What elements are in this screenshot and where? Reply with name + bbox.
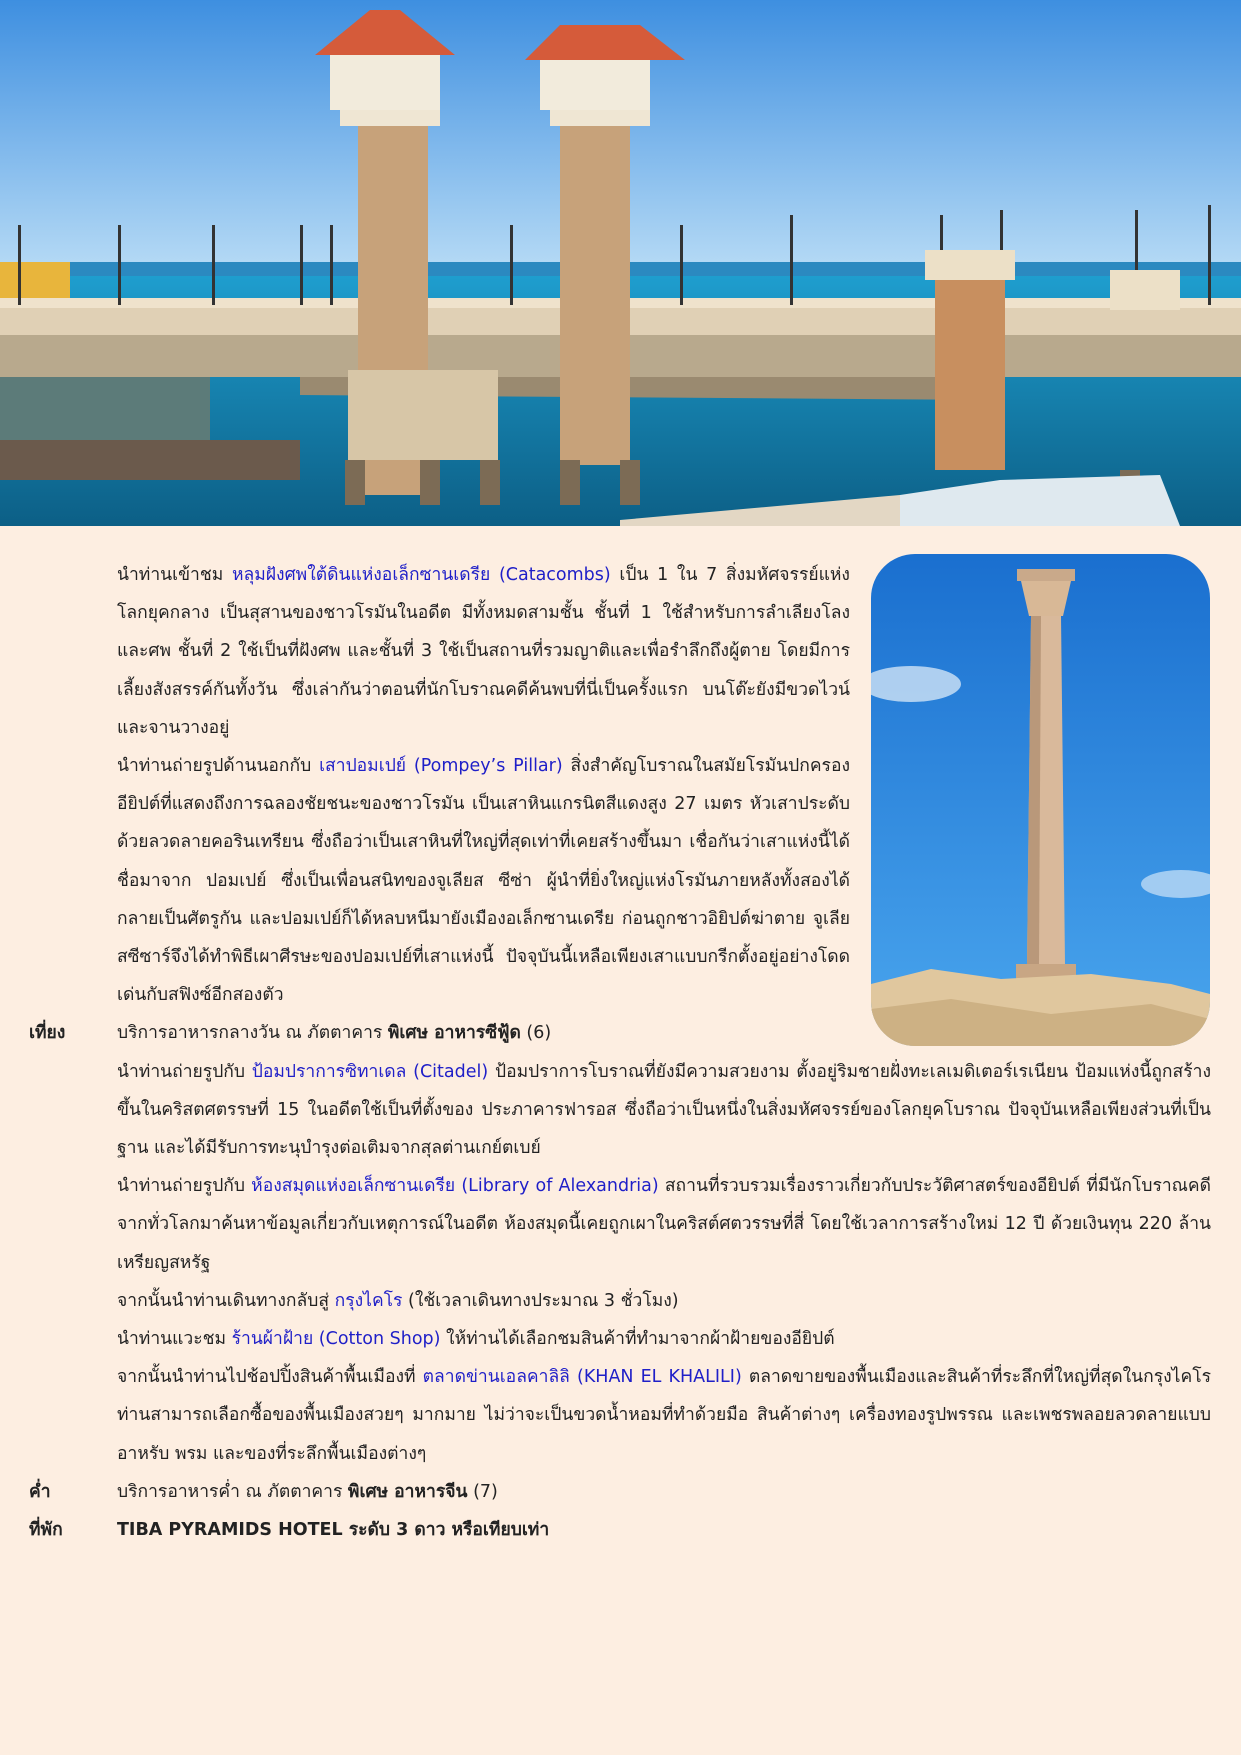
- text: จากนั้นนำท่านไปช้อปปิ้งสินค้าพื้นเมืองที่: [117, 1367, 423, 1388]
- text: (ใช้เวลาเดินทางประมาณ 3 ชั่วโมง): [402, 1290, 679, 1311]
- text: นำท่านเข้าชม: [117, 565, 232, 585]
- text: นำท่านถ่ายรูปกับ: [117, 1176, 252, 1197]
- text: ให้ท่านได้เลือกชมสินค้าที่ทำมาจากผ้าฝ้ายของอียิปต์: [440, 1329, 835, 1350]
- pompey-pillar-paragraph: [0, 747, 1241, 1014]
- dinner-row: [0, 1473, 1241, 1511]
- itinerary-content: [0, 556, 1241, 1549]
- lunch-row: [0, 1014, 1241, 1052]
- text: นำท่านถ่ายรูปกับ: [117, 1061, 252, 1082]
- lunch-label: เที่ยง: [29, 1023, 66, 1044]
- text: เป็น 1 ใน 7 สิ่งมหัศจรรย์แห่งโลกยุคกลาง เป็นสุสานของชาวโรมันในอดีต มีทั้งหมดสามชั้น ชั้นที่ 1 ใช้สำหรับการลำเลียงโลงและศพ ชั้นที่ 2 ใช้เป็นที่ฝังศพ และชั้นที่ 3 ใช้เป็นสถานที่รวมญาติและเพื่อรำลึกถึงผู้ตาย โดยมีการเลี้ยงสังสรรค์กันทั้งวัน ซึ่งเล่ากันว่าตอนที่นักโบราณคดีค้นพบที่นี่เป็นครั้งแรก บนโต๊ะยังมีขวดไวน์และจานวางอยู่: [117, 565, 850, 738]
- catacombs-link: หลุมฝังศพใต้ดินแห่งอเล็กซานเดรีย (Catacombs): [231, 565, 611, 585]
- cotton-shop-paragraph: [0, 1320, 1241, 1358]
- text: ตลาดขายของพื้นเมืองและสินค้าที่ระลึกที่ใหญ่ที่สุดในกรุงไคโร ท่านสามารถเลือกซื้อของพื้นเมืองสวยๆ มากมาย ไม่ว่าจะเป็นขวดน้ำหอมที่ทำด้วยมือ สินค้าต่างๆ เครื่องทองรูปพรรณ และเพชรพลอยลวดลายแบบอาหรับ พรม และของที่ระลึกพื้นเมืองต่างๆ: [117, 1367, 1211, 1464]
- hotel-label: ที่พัก: [29, 1520, 63, 1541]
- text: จากนั้นนำท่านเดินทางกลับสู่: [117, 1290, 335, 1311]
- text: บริการอาหารกลางวัน ณ ภัตตาคาร: [117, 1023, 388, 1044]
- text: (6): [520, 1023, 552, 1044]
- hero-photo: [0, 0, 1241, 526]
- lunch-restaurant: พิเศษ อาหารซีฟู้ด: [387, 1023, 521, 1044]
- text: นำท่านถ่ายรูปด้านนอกกับ: [117, 756, 320, 777]
- khan-el-khalili-link: ตลาดข่านเอลคาลิลิ (KHAN EL KHALILI): [422, 1367, 742, 1388]
- cairo-paragraph: [0, 1282, 1241, 1320]
- pompey-pillar-link: เสาปอมเปย์ (Pompey’s Pillar): [319, 756, 563, 777]
- library-paragraph: [0, 1167, 1241, 1282]
- cotton-shop-link: ร้านผ้าฝ้าย (Cotton Shop): [231, 1329, 441, 1350]
- text: ป้อมปราการโบราณที่ยังมีความสวยงาม ตั้งอยู่ริมชายฝั่งทะเลเมดิเตอร์เรเนียน ป้อมแห่งนี้ถูกสร้างขึ้นในคริสตศตรรษที่ 15 ในอดีตใช้เป็นที่ตั้งของ ประภาคารฟารอส ซึ่งถือว่าเป็นหนึ่งในสิ่งมหัศจรรย์ของโลกยุคโบราณ ปัจจุบันเหลือเพียงส่วนที่เป็นฐาน และได้มีรับการทะนุบำรุงต่อเติมจากสุลต่านเกย์ตเบย์: [117, 1061, 1211, 1159]
- cairo-link: กรุงไคโร: [334, 1290, 403, 1311]
- dinner-restaurant: พิเศษ อาหารจีน: [347, 1481, 468, 1502]
- dinner-label: ค่ำ: [29, 1481, 51, 1502]
- text: สถานที่รวบรวมเรื่องราวเกี่ยวกับประวัติศาสตร์ของอียิปต์ ที่มีนักโบราณคดีจากทั่วโลกมาค้นหาข้อมูลเกี่ยวกับเหตุการณ์ในอดีต ห้องสมุดนี้เคยถูกเผาในคริสต์ศตวรรษที่สี่ โดยใช้เวลาการสร้างใหม่ 12 ปี ด้วยเงินทุน 220 ล้านเหรียญสหรัฐ: [117, 1176, 1211, 1273]
- text: (7): [467, 1481, 498, 1502]
- catacombs-paragraph: [0, 556, 1241, 747]
- text: สิ่งสำคัญโบราณในสมัยโรมันปกครองอียิปต์ที่แสดงถึงการฉลองชัยชนะของชาวโรมัน เป็นเสาหินแกรนิตสีแดงสูง 27 เมตร หัวเสาประดับด้วยลวดลายคอรินเทรียน ซึ่งถือว่าเป็นเสาหินที่ใหญ่ที่สุดเท่าที่เคยสร้างขึ้นมา เชื่อกันว่าเสาแห่งนี้ได้ชื่อมาจาก ปอมเปย์ ซึ่งเป็นเพื่อนสนิทของจูเลียส ซีซ่า ผู้นำที่ยิ่งใหญ่แห่งโรมันภายหลังทั้งสองได้กลายเป็นศัตรูกัน และปอมเปย์ก็ได้หลบหนีมายังเมืองอเล็กซานเดรีย ก่อนถูกชาวอิยิปต์ฆ่าตาย จูเลียสซีซาร์จึงได้ทำพิธีเผาศีรษะของปอมเปย์ที่เสาแห่งนี้ ปัจจุบันนี้เหลือเพียงเสาแบบกรีกตั้งอยู่อย่างโดดเด่นกับสฟิงซ์อีกสองตัว: [117, 756, 850, 1006]
- text: บริการอาหารค่ำ ณ ภัตตาคาร: [117, 1481, 348, 1502]
- stanley-bridge-photo-icon: [0, 0, 1241, 526]
- hotel-name: TIBA PYRAMIDS HOTEL ระดับ 3 ดาว หรือเทียบเท่า: [117, 1520, 550, 1541]
- text: นำท่านแวะชม: [117, 1329, 232, 1350]
- citadel-paragraph: [0, 1053, 1241, 1168]
- hotel-row: [0, 1511, 1241, 1549]
- library-link: ห้องสมุดแห่งอเล็กซานเดรีย (Library of Alexandria): [251, 1176, 659, 1197]
- khan-el-khalili-paragraph: [0, 1358, 1241, 1473]
- citadel-link: ป้อมปราการซิทาเดล (Citadel): [251, 1061, 489, 1082]
